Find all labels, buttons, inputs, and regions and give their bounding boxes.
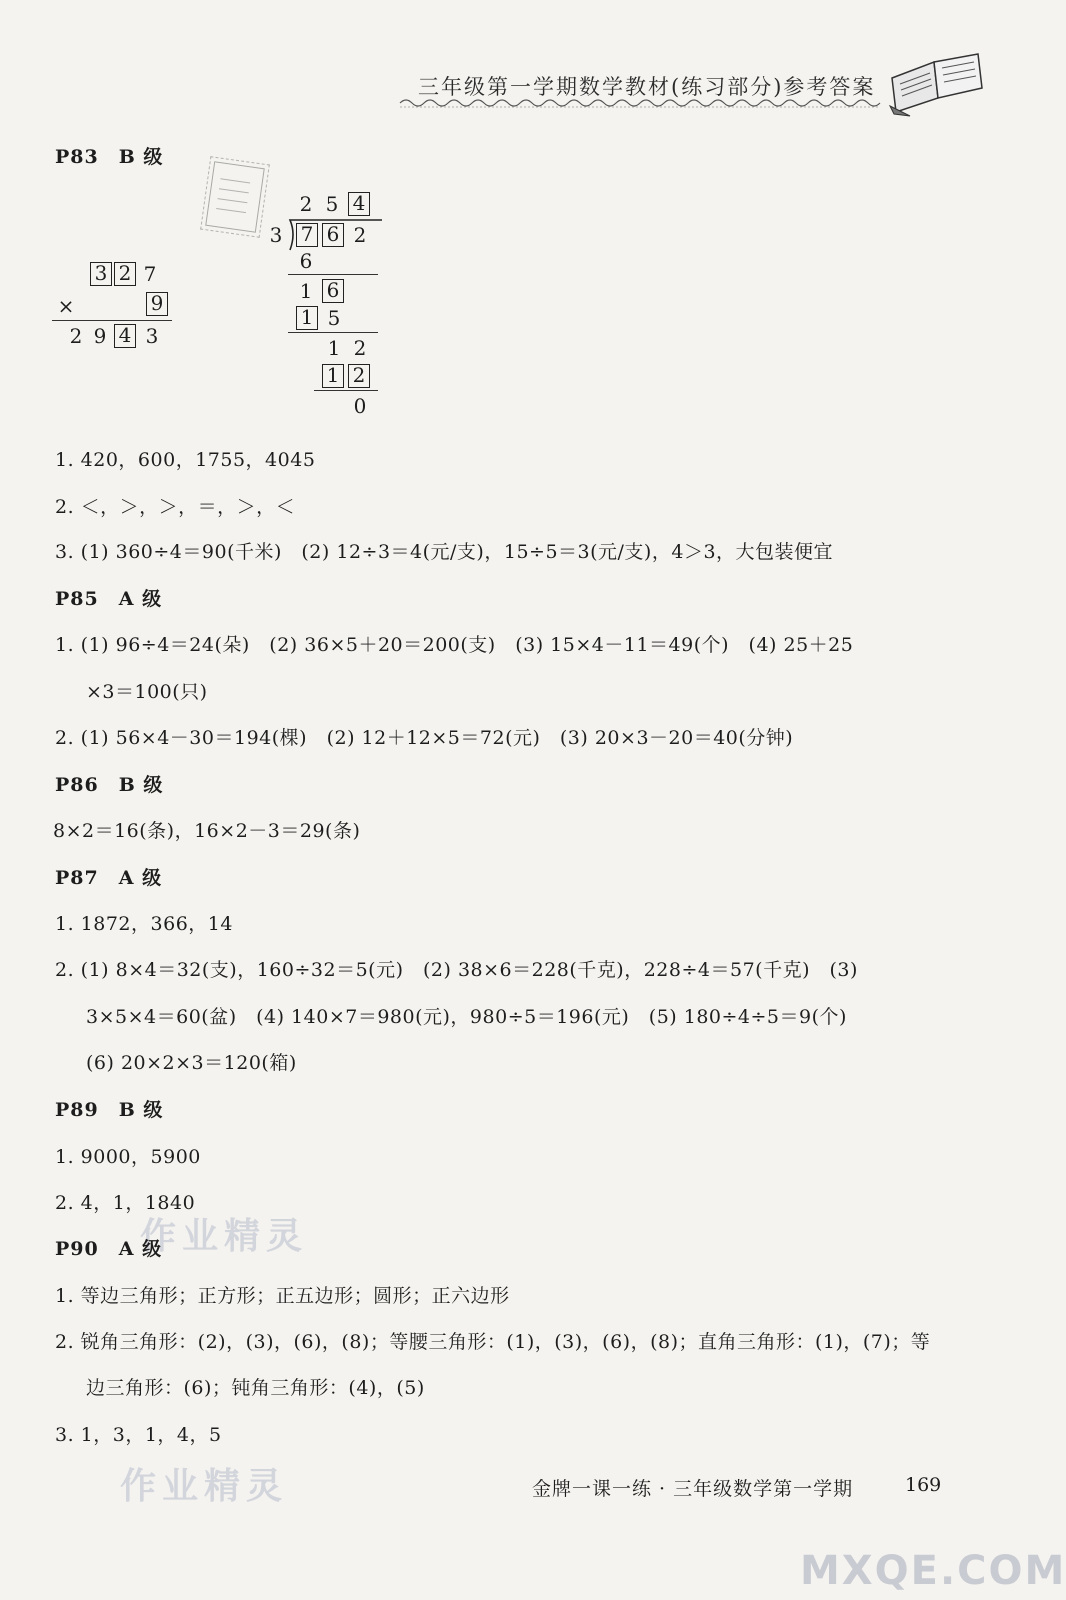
answer-line: 3. (1) 360÷4＝90(千米) (2) 12÷3＝4(元/支)，15÷5＝3(元/支)，4＞3，大包装便宜 bbox=[55, 541, 834, 563]
mult-digit: 9 bbox=[93, 324, 107, 348]
answer-line: 2. (1) 56×4－30＝194(棵) (2) 12＋12×5＝72(元) (3) 20×3－20＝40(分钟) bbox=[55, 727, 794, 749]
div-rule bbox=[288, 274, 378, 275]
section-label-p90: P90 A 级 bbox=[55, 1238, 163, 1260]
footer-book-title: 金牌一课一练 · 三年级数学第一学期 bbox=[532, 1478, 854, 1500]
div-dividend-digit: 2 bbox=[353, 223, 367, 247]
div-step-digit: 1 bbox=[327, 336, 341, 360]
long-division bbox=[266, 190, 386, 420]
div-dividend-box: 6 bbox=[322, 223, 344, 247]
answer-line: (6) 20×2×3＝120(箱) bbox=[86, 1052, 297, 1074]
mult-digit-box: 3 bbox=[90, 262, 112, 286]
div-quotient-box: 4 bbox=[348, 192, 370, 216]
mult-digit: 2 bbox=[69, 324, 83, 348]
answer-line: 1. 等边三角形；正方形；正五边形；圆形；正六边形 bbox=[55, 1285, 510, 1307]
div-dividend-box: 7 bbox=[296, 223, 318, 247]
vertical-multiplication bbox=[52, 262, 182, 352]
mult-digit-box: 9 bbox=[146, 292, 168, 316]
answer-line: 2. (1) 8×4＝32(支)，160÷32＝5(元) (2) 38×6＝228(千克)，228÷4＝57(千克) (3) bbox=[55, 959, 858, 981]
answer-line: ×3＝100(只) bbox=[86, 681, 208, 703]
div-step-box: 1 bbox=[296, 306, 318, 330]
section-label-p86: P86 B 级 bbox=[55, 774, 164, 796]
mult-digit: 7 bbox=[143, 262, 157, 286]
open-book-icon bbox=[888, 48, 986, 118]
div-step-box: 6 bbox=[322, 279, 344, 303]
div-divisor: 3 bbox=[269, 223, 283, 247]
section-label-p87: P87 A 级 bbox=[55, 867, 163, 889]
div-step-digit: 6 bbox=[299, 249, 313, 273]
answer-line: 3×5×4＝60(盆) (4) 140×7＝980(元)，980÷5＝196(元) (5) 180÷4÷5＝9(个) bbox=[86, 1006, 847, 1028]
header-wave-divider bbox=[400, 96, 880, 110]
div-step-digit: 5 bbox=[327, 306, 341, 330]
mult-rule bbox=[52, 320, 172, 321]
page-number: 169 bbox=[905, 1474, 942, 1496]
watermark-text: 作业精灵 bbox=[120, 1466, 289, 1507]
section-label-p85: P85 A 级 bbox=[55, 588, 163, 610]
answer-line: 1. 420，600，1755，4045 bbox=[55, 449, 316, 471]
section-label-p83: P83 B 级 bbox=[55, 146, 164, 168]
site-watermark: MXQE.COM bbox=[800, 1548, 1066, 1594]
div-remainder: 0 bbox=[353, 394, 367, 418]
mult-digit-box: 4 bbox=[114, 324, 136, 348]
div-rule bbox=[288, 332, 378, 333]
mult-operator: × bbox=[57, 294, 75, 318]
answer-line: 2. ＜，＞，＞，＝，＞，＜ bbox=[55, 496, 296, 518]
answer-line: 边三角形：(6)；钝角三角形：(4)，(5) bbox=[86, 1377, 425, 1399]
div-step-box: 2 bbox=[348, 364, 370, 388]
section-label-p89: P89 B 级 bbox=[55, 1099, 164, 1121]
watermark-text: 作业精灵 bbox=[140, 1216, 309, 1257]
div-step-digit: 2 bbox=[353, 336, 367, 360]
div-rule bbox=[314, 390, 378, 391]
page-header-title: 三年级第一学期数学教材(练习部分)参考答案 bbox=[418, 75, 876, 99]
stamp-icon bbox=[200, 156, 270, 238]
answer-line: 2. 4，1，1840 bbox=[55, 1192, 196, 1214]
answer-line: 1. 1872，366，14 bbox=[55, 913, 233, 935]
div-step-box: 1 bbox=[322, 364, 344, 388]
answer-line: 3. 1，3，1，4，5 bbox=[55, 1424, 222, 1446]
mult-digit-box: 2 bbox=[114, 262, 136, 286]
answer-line: 1. 9000，5900 bbox=[55, 1146, 201, 1168]
mult-digit: 3 bbox=[145, 324, 159, 348]
answer-line: 1. (1) 96÷4＝24(朵) (2) 36×5＋20＝200(支) (3) 15×4－11＝49(个) (4) 25＋25 bbox=[55, 634, 854, 656]
answer-line: 8×2＝16(条)，16×2－3＝29(条) bbox=[53, 820, 361, 842]
answer-line: 2. 锐角三角形：(2)，(3)，(6)，(8)；等腰三角形：(1)，(3)，(6)，(8)；直角三角形：(1)，(7)；等 bbox=[55, 1331, 931, 1353]
div-quotient-digit: 2 bbox=[299, 192, 313, 216]
div-step-digit: 1 bbox=[299, 279, 313, 303]
div-quotient-digit: 5 bbox=[325, 192, 339, 216]
